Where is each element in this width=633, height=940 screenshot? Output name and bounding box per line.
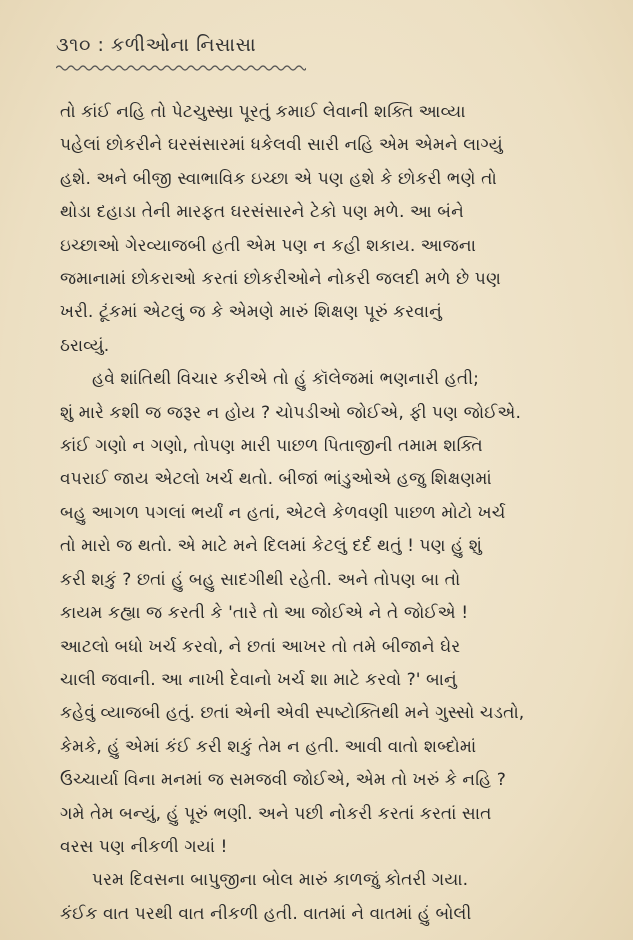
text-line: ઇચ્છાઓ ગેરવ્યાજબી હતી એમ પણ ન કહી શકાય. આજના [60, 235, 476, 256]
header-separator: : [97, 34, 105, 56]
text-line: કેમકે, હું એમાં કંઈ કરી શકું તેમ ન હતી. આવી વાતો શબ્દોમાં [60, 736, 477, 757]
text-line: ઠરાવ્યું. [60, 335, 110, 356]
text-line: તો મારો જ થતો. એ માટે મને દિલમાં કેટલું દર્દ થતું ! પણ હું શું [60, 536, 482, 557]
text-line: હવે શાંતિથી વિચાર કરીએ તો હું કૉલેજમાં ભણનારી હતી; [92, 369, 479, 390]
text-line: હશે. અને બીજી સ્વાભાવિક ઇચ્છા એ પણ હશે કે છોકરી ભણે તો [60, 168, 497, 189]
text-line: કરી શકું ? છતાં હું બહુ સાદગીથી રહેતી. અને તોપણ બા તો [60, 569, 461, 590]
text-line: થોડા દહાડા તેની મારફત ઘરસંસારને ટેકો પણ મળે. આ બંને [60, 202, 464, 223]
text-line: આટલો બધો ખર્ચ કરવો, ને છતાં આખર તો તમે બીજાને ઘેર [60, 636, 461, 657]
text-line: ઉચ્ચાર્યા વિના મનમાં જ સમજવી જોઈએ, એમ તો ખરું કે નહિ ? [60, 770, 506, 791]
paragraph [60, 363, 585, 864]
text-line: વપરાઈ જાય એટલો ખર્ચ થતો. બીજાં ભાંડુઓએ હજુ શિક્ષણમાં [60, 469, 492, 490]
text-line: જમાનામાં છોકરાઓ કરતાં છોકરીઓને નોકરી જલદી મળે છે પણ [60, 269, 501, 290]
body-text [60, 96, 585, 931]
text-line: ગમે તેમ બન્યું, હું પૂરું ભણી. અને પછી નોકરી કરતાં કરતાં સાત [60, 803, 492, 824]
page-number: ૩૧૦ [56, 34, 91, 56]
paragraph [60, 96, 585, 363]
text-line: કાંઈ ગણો ન ગણો, તોપણ મારી પાછળ પિતાજીની તમામ શક્તિ [60, 436, 483, 457]
text-line: પરમ દિવસના બાપુજીના બોલ મારું કાળજું કોતરી ગયા. [92, 870, 469, 891]
text-line: પહેલાં છોકરીને ઘરસંસારમાં ધકેલવી સારી નહિ એમ એમને લાગ્યું [60, 135, 503, 156]
running-header [56, 34, 256, 56]
text-line: તો કાંઈ નહિ તો પેટચુસ્સ્રા પૂરતું કમાઈ લેવાની શક્તિ આવ્યા [60, 102, 466, 122]
book-title: કળીઓના નિસાસા [110, 34, 257, 56]
text-line: ખરી. ટૂંકમાં એટલું જ કે એમણે મારું શિક્ષણ પૂરું કરવાનું [60, 302, 442, 323]
text-line: બહુ આગળ પગલાં ભર્યાં ન હતાં, એટલે કેળવણી પાછળ મોટો ખર્ચ [60, 502, 506, 523]
text-line: કહેવું વ્યાજબી હતું. છતાં એની એવી સ્પષ્ટોક્તિથી મને ગુસ્સો ચડતો, [60, 703, 525, 724]
text-line: વરસ પણ નીકળી ગયાં ! [60, 836, 228, 857]
text-line: કંઈક વાત પરથી વાત નીકળી હતી. વાતમાં ને વાતમાં હું બોલી [60, 903, 472, 924]
header-wavy-rule [56, 64, 306, 72]
text-line: કાયમ કહ્યા જ કરતી કે 'તારે તો આ જોઈએ ને તે જોઈએ ! [60, 603, 469, 624]
paragraph [60, 864, 585, 931]
text-line: ચાલી જવાની. આ નાખી દેવાનો ખર્ચ શા માટે કરવો ?' બાનું [60, 669, 457, 690]
text-line: શું મારે કશી જ જરૂર ન હોય ? ચોપડીઓ જોઈએ, ફી પણ જોઈએ. [60, 402, 522, 423]
